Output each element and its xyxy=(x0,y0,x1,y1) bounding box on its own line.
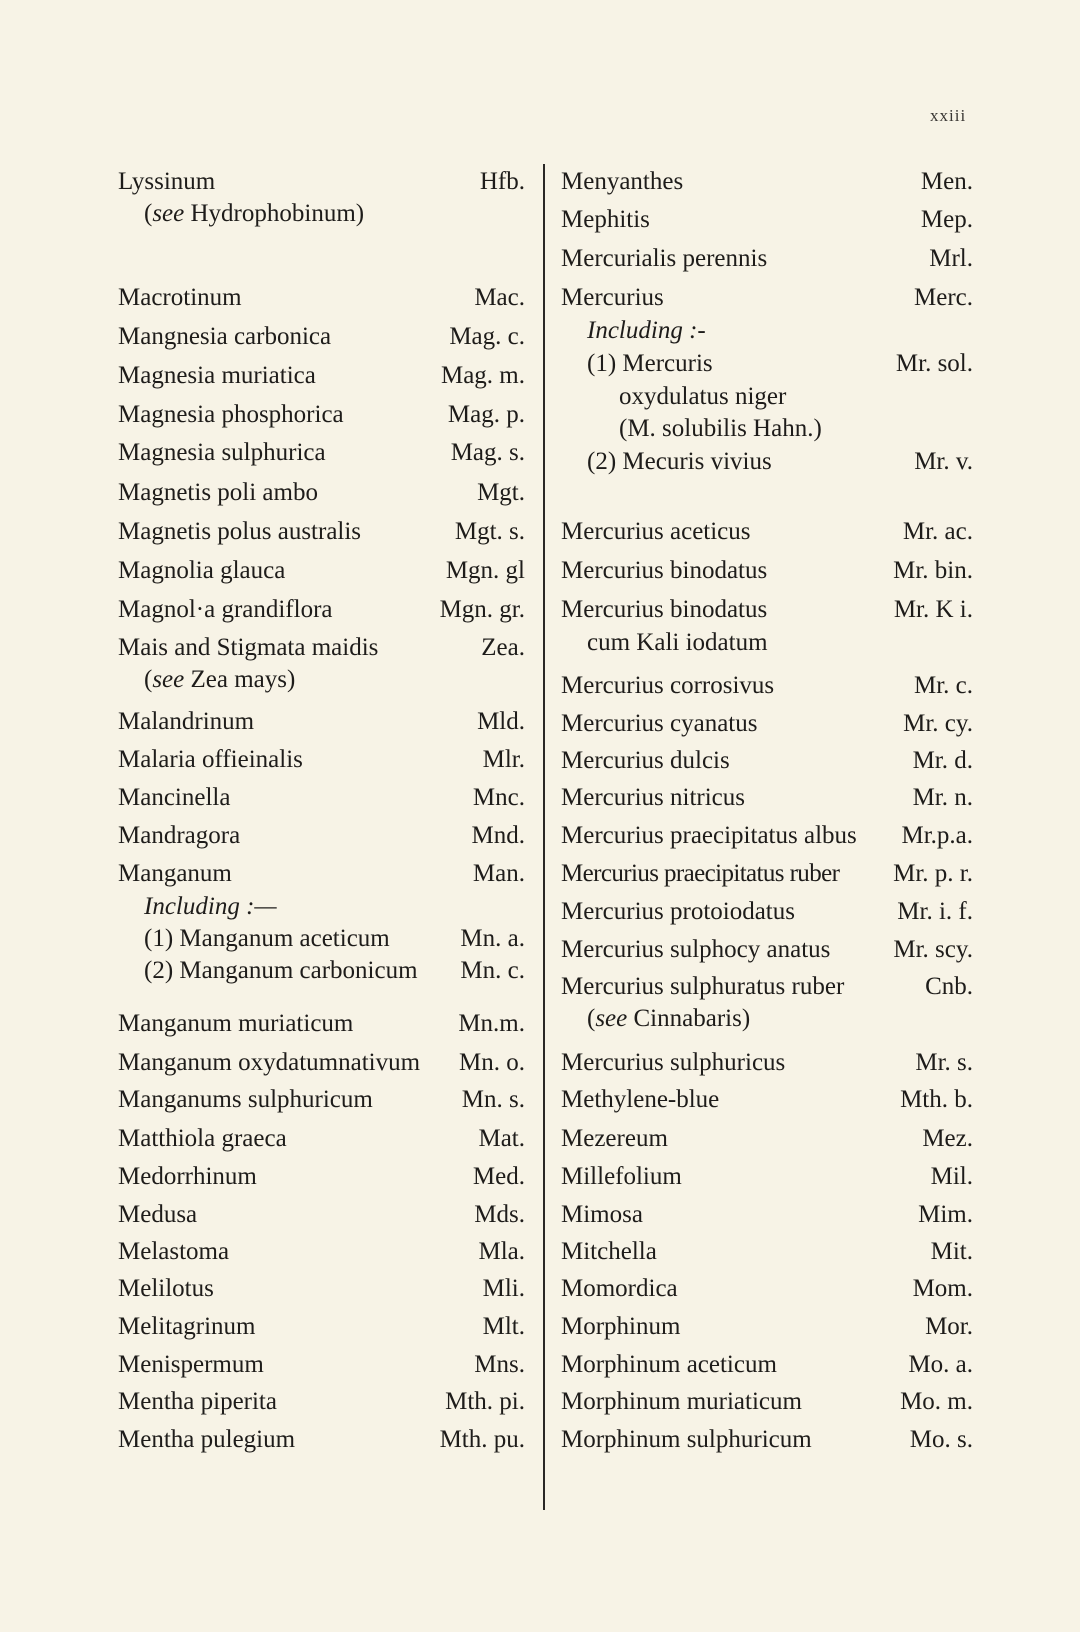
remedy-name: Magnesia phosphorica xyxy=(118,401,344,428)
remedy-name: Morphinum muriaticum xyxy=(561,1388,802,1415)
remedy-abbreviation: Mgt. s. xyxy=(454,518,525,545)
remedy-abbreviation: Mr. p. r. xyxy=(893,860,973,887)
remedy-abbreviation: Cnb. xyxy=(925,973,973,1000)
entry-row xyxy=(561,1236,973,1268)
entry-row xyxy=(561,1123,973,1155)
entry-row xyxy=(561,896,973,928)
remedy-abbreviation: Mr. cy. xyxy=(903,710,973,737)
remedy-abbreviation: Mag. m. xyxy=(440,362,525,389)
entry-continuation xyxy=(561,413,973,445)
entry-row xyxy=(561,555,973,587)
column-divider xyxy=(543,164,545,1510)
remedy-abbreviation: Mez. xyxy=(922,1125,973,1152)
entry-row xyxy=(118,282,525,314)
remedy-abbreviation: Mgn. gr. xyxy=(439,596,525,623)
entry-row xyxy=(118,820,525,852)
remedy-name: Menyanthes xyxy=(561,168,684,195)
entry-row xyxy=(118,166,525,198)
remedy-abbreviation: Mag. s. xyxy=(450,439,525,466)
including-heading: Including :— xyxy=(144,893,277,920)
see-target: Zea mays xyxy=(190,666,287,693)
remedy-abbreviation: Mr. ac. xyxy=(902,518,973,545)
entry-row xyxy=(118,923,525,955)
remedy-abbreviation: Mr. sol. xyxy=(895,350,973,377)
entry-row xyxy=(118,1123,525,1155)
entry-row xyxy=(118,1084,525,1116)
entry-row xyxy=(561,1047,973,1079)
remedy-abbreviation: Mn. a. xyxy=(460,925,525,952)
entry-row xyxy=(561,1273,973,1305)
remedy-abbreviation: Mnd. xyxy=(471,822,525,849)
remedy-name: Malaria offieinalis xyxy=(118,746,303,773)
entry-row xyxy=(561,670,973,702)
remedy-abbreviation: Mep. xyxy=(920,206,973,233)
remedy-name: oxydulatus niger xyxy=(619,383,787,410)
entry-row xyxy=(118,594,525,626)
entry-row xyxy=(561,516,973,548)
entry-row xyxy=(561,1311,973,1343)
entry-row xyxy=(118,632,525,664)
remedy-name: Mercurius praecipitatus albus xyxy=(561,822,857,849)
remedy-name: Magnetis polus australis xyxy=(118,518,362,545)
remedy-abbreviation: Mn. c. xyxy=(460,957,525,984)
remedy-name: Melitagrinum xyxy=(118,1313,256,1340)
remedy-name: Magnesia muriatica xyxy=(118,362,316,389)
entry-row xyxy=(561,594,973,626)
remedy-name: Medorrhinum xyxy=(118,1163,257,1190)
remedy-abbreviation: Mil. xyxy=(930,1163,973,1190)
remedy-abbreviation: Mac. xyxy=(474,284,525,311)
remedy-name: Mais and Stigmata maidis xyxy=(118,634,379,661)
remedy-abbreviation: Mgt. xyxy=(477,479,525,506)
entry-row xyxy=(118,516,525,548)
remedy-name: Medusa xyxy=(118,1201,198,1228)
remedy-abbreviation: Mnc. xyxy=(472,784,525,811)
entry-row xyxy=(561,1199,973,1231)
remedy-abbreviation: Mag. p. xyxy=(447,401,525,428)
remedy-name: (1) Mercuris xyxy=(587,350,713,377)
remedy-name: Millefolium xyxy=(561,1163,682,1190)
entry-row xyxy=(561,282,973,314)
remedy-name: (M. solubilis Hahn.) xyxy=(619,415,822,442)
remedy-abbreviation: Mo. a. xyxy=(908,1351,973,1378)
entry-row xyxy=(118,477,525,509)
entry-row xyxy=(561,348,973,380)
remedy-abbreviation: Mth. b. xyxy=(900,1086,973,1113)
remedy-abbreviation: Mli. xyxy=(482,1275,525,1302)
remedy-name: Mercurialis perennis xyxy=(561,245,768,272)
remedy-abbreviation: Mn.m. xyxy=(458,1010,525,1037)
remedy-name: Mercurius aceticus xyxy=(561,518,751,545)
remedy-name: Mezereum xyxy=(561,1125,668,1152)
remedy-abbreviation: Merc. xyxy=(914,284,973,311)
entry-row xyxy=(118,706,525,738)
remedy-name: Manganum xyxy=(118,860,232,887)
remedy-name: Mercurius sulphuratus ruber xyxy=(561,973,845,1000)
see-target: Hydrophobinum xyxy=(190,200,356,227)
see-label: see xyxy=(595,1005,628,1032)
remedy-name: (1) Manganum aceticum xyxy=(144,925,390,952)
entry-row xyxy=(118,321,525,353)
entry-row xyxy=(561,1161,973,1193)
remedy-name: Methylene-blue xyxy=(561,1086,720,1113)
remedy-abbreviation: Hfb. xyxy=(479,168,525,195)
remedy-abbreviation: Zea. xyxy=(481,634,525,661)
see-reference: (see Cinnabaris) xyxy=(587,1005,751,1032)
remedy-name: Morphinum sulphuricum xyxy=(561,1426,812,1453)
remedy-abbreviation: Mit. xyxy=(930,1238,973,1265)
remedy-abbreviation: Mr. n. xyxy=(912,784,973,811)
entry-row xyxy=(118,1424,525,1456)
remedy-abbreviation: Mlt. xyxy=(482,1313,525,1340)
entry-row xyxy=(561,204,973,236)
entry-row xyxy=(561,1349,973,1381)
remedy-abbreviation: Mr. bin. xyxy=(893,557,973,584)
remedy-abbreviation: Mla. xyxy=(478,1238,525,1265)
remedy-name: Mercurius nitricus xyxy=(561,784,745,811)
remedy-name: (2) Manganum carbonicum xyxy=(144,957,418,984)
entry-row xyxy=(561,745,973,777)
entry-row xyxy=(561,166,973,198)
remedy-abbreviation: Mlr. xyxy=(482,746,525,773)
remedy-name: Malandrinum xyxy=(118,708,255,735)
remedy-name: (2) Mecuris vivius xyxy=(587,448,772,475)
remedy-name: Mercurius sulphocy anatus xyxy=(561,936,831,963)
entry-continuation xyxy=(561,627,973,659)
entry-row xyxy=(561,1084,973,1116)
remedy-abbreviation: Mld. xyxy=(477,708,525,735)
remedy-name: Melilotus xyxy=(118,1275,214,1302)
entry-row xyxy=(561,934,973,966)
remedy-abbreviation: Mr. c. xyxy=(913,672,973,699)
remedy-name: Mephitis xyxy=(561,206,650,233)
remedy-abbreviation: Mgn. gl xyxy=(445,557,525,584)
remedy-name: Mentha pulegium xyxy=(118,1426,296,1453)
remedy-name: Mentha piperita xyxy=(118,1388,277,1415)
entry-row xyxy=(118,1047,525,1079)
remedy-abbreviation: Mr. d. xyxy=(912,747,973,774)
remedy-abbreviation: Mom. xyxy=(912,1275,973,1302)
remedy-name: Morphinum aceticum xyxy=(561,1351,777,1378)
entry-row xyxy=(118,955,525,987)
remedy-abbreviation: Mr. s. xyxy=(915,1049,973,1076)
entry-row xyxy=(561,1386,973,1418)
remedy-abbreviation: Mim. xyxy=(918,1201,973,1228)
remedy-name: Mercurius dulcis xyxy=(561,747,730,774)
entry-row xyxy=(118,1161,525,1193)
remedy-abbreviation: Mth. pu. xyxy=(439,1426,525,1453)
entry-row xyxy=(118,1273,525,1305)
entry-row xyxy=(118,782,525,814)
entry-row xyxy=(118,1311,525,1343)
remedy-name: Menispermum xyxy=(118,1351,264,1378)
remedy-name: Matthiola graeca xyxy=(118,1125,287,1152)
remedy-abbreviation: Mds. xyxy=(474,1201,525,1228)
entry-row xyxy=(118,1386,525,1418)
remedy-abbreviation: Mor. xyxy=(925,1313,973,1340)
remedy-name: Mitchella xyxy=(561,1238,657,1265)
remedy-name: Manganum muriaticum xyxy=(118,1010,354,1037)
page-number: xxiii xyxy=(930,106,967,125)
entry-row xyxy=(118,1349,525,1381)
entry-row xyxy=(561,858,973,890)
entry-row xyxy=(561,782,973,814)
remedy-name: Manganums sulphuricum xyxy=(118,1086,373,1113)
entry-row xyxy=(561,971,973,1003)
entry-row xyxy=(118,1008,525,1040)
remedy-name: cum Kali iodatum xyxy=(587,629,768,656)
remedy-name: Morphinum xyxy=(561,1313,681,1340)
remedy-abbreviation: Mo. m. xyxy=(900,1388,973,1415)
entry-row xyxy=(561,1424,973,1456)
remedy-name: Magnolia glauca xyxy=(118,557,286,584)
remedy-name: Mercurius protoiodatus xyxy=(561,898,795,925)
entry-row xyxy=(561,243,973,275)
remedy-abbreviation: Mo. s. xyxy=(909,1426,973,1453)
remedy-name: Mercurius binodatus xyxy=(561,557,768,584)
remedy-abbreviation: Mag. c. xyxy=(449,323,525,350)
entry-continuation xyxy=(561,381,973,413)
remedy-name: Lyssinum xyxy=(118,168,216,195)
entry-row xyxy=(118,1199,525,1231)
remedy-abbreviation: Med. xyxy=(472,1163,525,1190)
entry-row xyxy=(118,858,525,890)
see-label: see xyxy=(152,666,185,693)
see-target: Cinnabaris xyxy=(633,1005,742,1032)
remedy-name: Mercurius cyanatus xyxy=(561,710,758,737)
remedy-name: Magnetis poli ambo xyxy=(118,479,318,506)
remedy-name: Mercurius sulphuricus xyxy=(561,1049,786,1076)
see-reference: (see Zea mays) xyxy=(144,666,296,693)
including-heading: Including :- xyxy=(587,317,706,344)
entry-row xyxy=(118,1236,525,1268)
remedy-abbreviation: Mr. v. xyxy=(914,448,973,475)
remedy-name: Momordica xyxy=(561,1275,678,1302)
entry-row xyxy=(118,399,525,431)
remedy-name: Melastoma xyxy=(118,1238,230,1265)
entry-row xyxy=(118,555,525,587)
remedy-name: Mandragora xyxy=(118,822,241,849)
remedy-abbreviation: Mat. xyxy=(478,1125,525,1152)
entry-row xyxy=(118,744,525,776)
entry-row xyxy=(561,708,973,740)
see-reference: (see Hydrophobinum) xyxy=(144,200,365,227)
entry-row xyxy=(118,437,525,469)
remedy-name: Mimosa xyxy=(561,1201,643,1228)
remedy-abbreviation: Men. xyxy=(920,168,973,195)
remedy-name: Macrotinum xyxy=(118,284,242,311)
remedy-abbreviation: Mn. s. xyxy=(461,1086,525,1113)
remedy-abbreviation: Mrl. xyxy=(929,245,973,272)
remedy-name: Magnol·a grandiflora xyxy=(118,596,333,623)
see-label: see xyxy=(152,200,185,227)
remedy-abbreviation: Mr. i. f. xyxy=(897,898,973,925)
entry-row xyxy=(118,360,525,392)
remedy-abbreviation: Mr. scy. xyxy=(893,936,973,963)
remedy-abbreviation: Mns. xyxy=(474,1351,525,1378)
remedy-abbreviation: Man. xyxy=(472,860,525,887)
remedy-name: Manganum oxydatumnativum xyxy=(118,1049,421,1076)
remedy-name: Magnesia sulphurica xyxy=(118,439,326,466)
remedy-abbreviation: Mr. K i. xyxy=(893,596,973,623)
remedy-abbreviation: Mn. o. xyxy=(459,1049,525,1076)
remedy-name: Mercurius corrosivus xyxy=(561,672,775,699)
entry-row xyxy=(561,820,973,852)
remedy-abbreviation: Mr.p.a. xyxy=(901,822,973,849)
entry-row xyxy=(561,446,973,478)
remedy-name: Mercurius xyxy=(561,284,664,311)
remedy-name: Mancinella xyxy=(118,784,231,811)
remedy-name: Mercurius binodatus xyxy=(561,596,768,623)
remedy-abbreviation: Mth. pi. xyxy=(445,1388,525,1415)
remedy-name: Mangnesia carbonica xyxy=(118,323,332,350)
remedy-name: Mercurius praecipitatus ruber xyxy=(561,860,840,887)
